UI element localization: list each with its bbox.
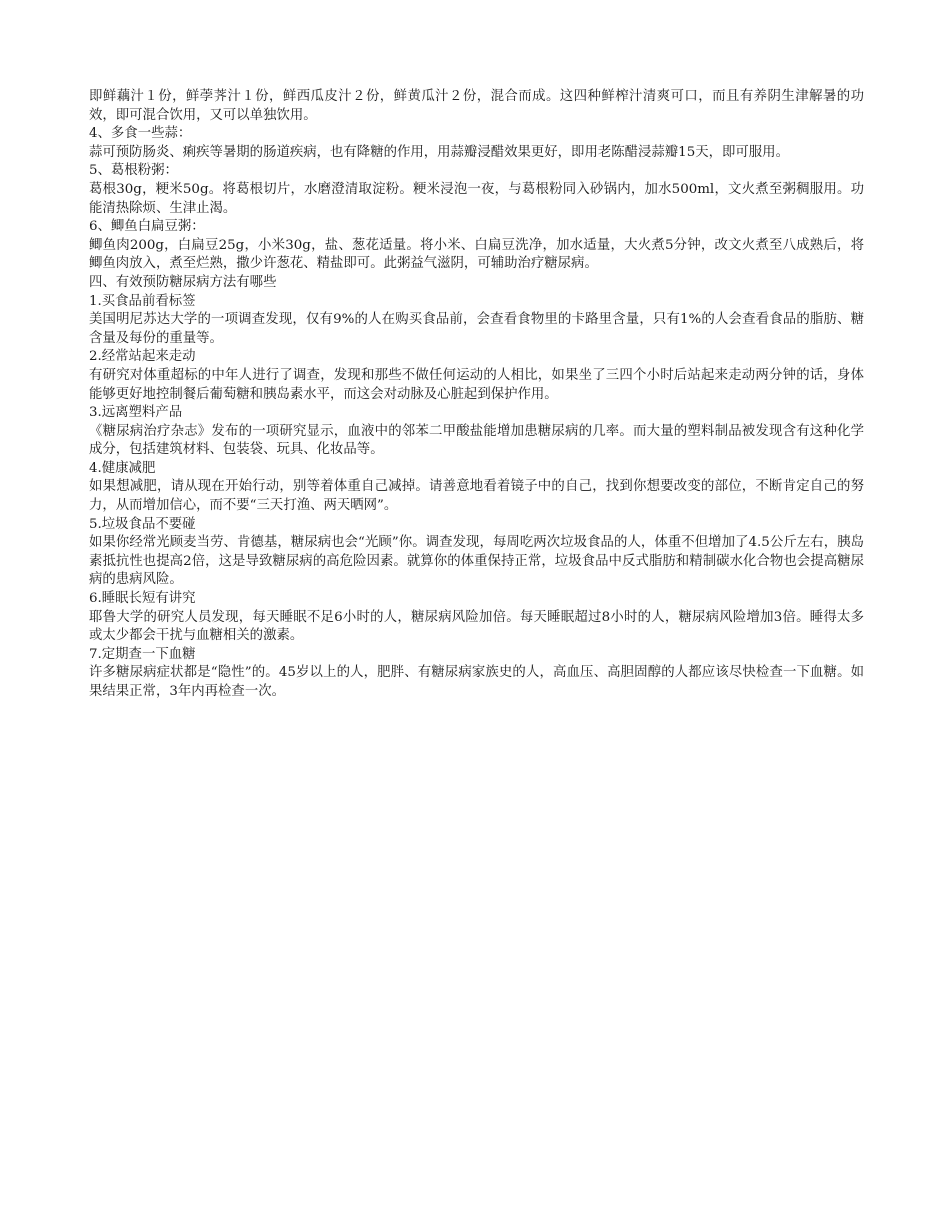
heading-stand-walk: 2.经常站起来走动 — [89, 349, 196, 365]
paragraph-check-blood-sugar: 许多糖尿病症状都是“隐性”的。45岁以上的人，肥胖、有糖尿病家族史的人，高血压、高胆固醇的人都应该尽快检查一下血糖。如果结果正常，3年内再检查一次。 — [89, 665, 864, 699]
heading-healthy-weight-loss: 4.健康减肥 — [89, 460, 156, 476]
section-heading-prevention: 四、有效预防糖尿病方法有哪些 — [89, 274, 277, 290]
heading-sleep: 6.睡眠长短有讲究 — [89, 591, 196, 607]
heading-junk-food: 5.垃圾食品不要碰 — [89, 516, 196, 532]
paragraph-juice-recipe: 即鲜藕汁１份，鲜荸荠汁１份，鲜西瓜皮汁２份，鲜黄瓜汁２份，混合而成。这四种鲜榨汁清爽可口，而且有养阴生津解暑的功效，即可混合饮用，又可以单独饮用。 — [89, 89, 864, 123]
heading-avoid-plastic: 3.远离塑料产品 — [89, 405, 183, 421]
paragraph-sleep: 耶鲁大学的研究人员发现，每天睡眠不足6小时的人，糖尿病风险加倍。每天睡眠超过8小时的人，糖尿病风险增加3倍。睡得太多或太少都会干扰与血糖相关的激素。 — [89, 609, 864, 644]
paragraph-junk-food: 如果你经常光顾麦当劳、肯德基，糖尿病也会“光顾”你。调查发现，每周吃两次垃圾食品的人，体重不但增加了4.5公斤左右，胰岛素抵抗性也提高2倍，这是导致糖尿病的高危险因素。就算你的体重保持正常，垃圾食品中反式脂肪和精制碳水化合物也会提高糖尿病的患病风险。 — [89, 535, 864, 588]
paragraph-garlic: 蒜可预防肠炎、痢疾等暑期的肠道疾病，也有降糖的作用，用蒜瓣浸醋效果更好，即用老陈醋浸蒜瓣15天，即可服用。 — [89, 144, 789, 160]
heading-read-labels: 1.买食品前看标签 — [89, 293, 196, 309]
paragraph-read-labels: 美国明尼苏达大学的一项调查发现，仅有9%的人在购买食品前，会查看食物里的卡路里含量，只有1%的人会查看食品的脂肪、糖含量及每份的重量等。 — [89, 312, 864, 346]
paragraph-healthy-weight-loss: 如果想减肥，请从现在开始行动，别等着体重自己减掉。请善意地看着镜子中的自己，找到你想要改变的部位，不断肯定自己的努力，从而增加信心，而不要“三天打渔、两天晒网”。 — [89, 479, 864, 514]
heading-garlic: 4、多食一些蒜： — [89, 126, 192, 142]
paragraph-kudzu-porridge: 葛根30g，粳米50g。将葛根切片，水磨澄清取淀粉。粳米浸泡一夜，与葛根粉同入砂锅内，加水500ml，文火煮至粥稠服用。功能清热除烦、生津止渴。 — [89, 181, 864, 216]
heading-check-blood-sugar: 7.定期查一下血糖 — [89, 646, 196, 662]
document-page — [89, 88, 864, 702]
heading-crucian-porridge: 6、鲫鱼白扁豆粥： — [89, 219, 205, 235]
paragraph-stand-walk: 有研究对体重超标的中年人进行了调查，发现和那些不做任何运动的人相比，如果坐了三四个小时后站起来走动两分钟的话，身体能够更好地控制餐后葡萄糖和胰岛素水平，而这会对动脉及心脏起到保护作用。 — [89, 367, 864, 402]
heading-kudzu-porridge: 5、葛根粉粥： — [89, 163, 178, 179]
paragraph-crucian-porridge: 鲫鱼肉200g，白扁豆25g，小米30g，盐、葱花适量。将小米、白扁豆洗净，加水适量，大火煮5分钟，改文火煮至八成熟后，将鲫鱼肉放入，煮至烂熟，撒少许葱花、精盐即可。此粥益气滋阴，可辅助治疗糖尿病。 — [89, 237, 864, 272]
paragraph-avoid-plastic: 《糖尿病治疗杂志》发布的一项研究显示，血液中的邻苯二甲酸盐能增加患糖尿病的几率。而大量的塑料制品被发现含有这种化学成分，包括建筑材料、包装袋、玩具、化妆品等。 — [89, 423, 864, 458]
